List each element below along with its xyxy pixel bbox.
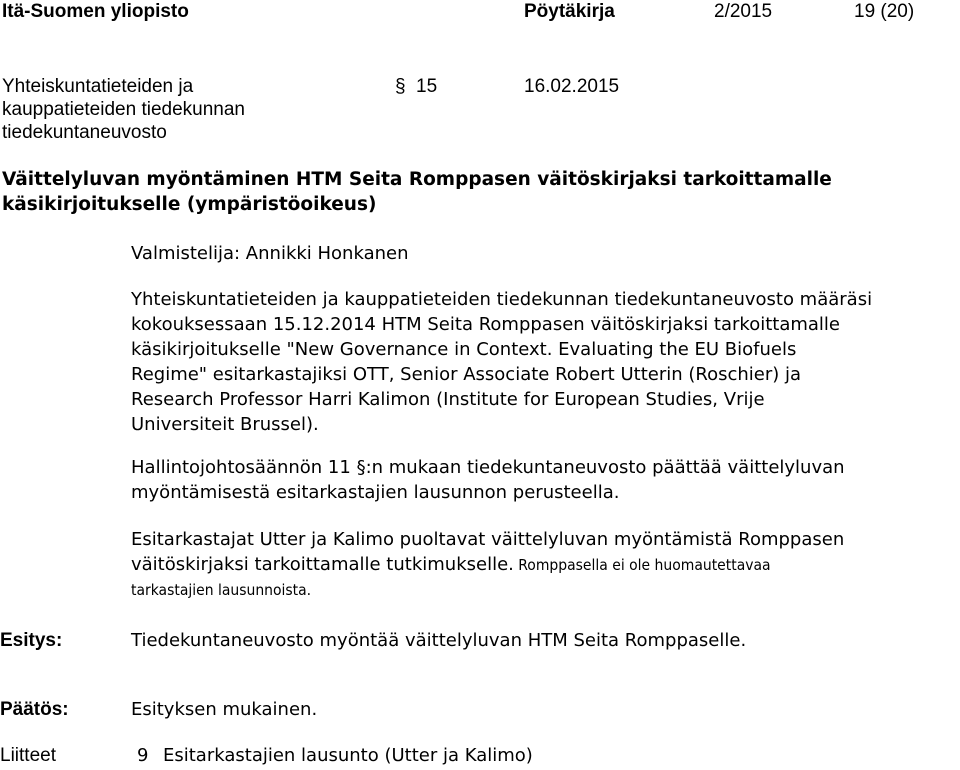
proposal-label: Esitys: xyxy=(0,630,63,651)
preparer: Valmistelija: Annikki Honkanen xyxy=(131,243,409,264)
organ-line: tiedekuntaneuvosto xyxy=(2,122,167,143)
text-line: käsikirjoitukselle "New Governance in Context. Evaluating the EU Biofuels xyxy=(131,339,797,360)
text-line: tarkastajien lausunnoista. xyxy=(131,581,312,599)
organ-line: Yhteiskuntatieteiden ja xyxy=(2,76,194,97)
proposal-text: Tiedekuntaneuvosto myöntää väittelyluvan HTM Seita Romppaselle. xyxy=(131,630,747,651)
meeting-date: 16.02.2015 xyxy=(524,76,620,97)
text-line: Hallintojohtosäännön 11 §:n mukaan tiedekuntaneuvosto päättää väittelyluvan xyxy=(131,457,845,478)
section-number: 15 xyxy=(416,76,438,97)
text-line: Yhteiskuntatieteiden ja kauppatieteiden tiedekunnan tiedekuntaneuvosto määräsi xyxy=(131,289,873,310)
organ-line: kauppatieteiden tiedekunnan xyxy=(2,99,245,120)
paragraph-regulation xyxy=(131,455,845,505)
text-line xyxy=(131,552,844,578)
section-symbol: § xyxy=(395,76,406,97)
subject-line: käsikirjoitukselle (ympäristöoikeus) xyxy=(2,194,377,215)
text-small: Romppasella ei ole huomautettavaa xyxy=(513,556,771,574)
university-name: Itä-Suomen yliopisto xyxy=(2,1,189,22)
text-line: myöntämisestä esitarkastajien lausunnon perusteella. xyxy=(131,482,620,503)
decision-label: Päätös: xyxy=(0,699,69,720)
document-number: 2/2015 xyxy=(714,1,773,22)
text-main: väitöskirjaksi tarkoittamalle tutkimukselle. xyxy=(131,554,514,575)
subject-line: Väittelyluvan myöntäminen HTM Seita Romppasen väitöskirjaksi tarkoittamalle xyxy=(2,169,832,190)
paragraph-appointment xyxy=(131,287,872,437)
text-line: Esitarkastajat Utter ja Kalimo puoltavat väittelyluvan myöntämistä Romppasen xyxy=(131,529,845,550)
text-line: Universiteit Brussel). xyxy=(131,414,319,435)
paragraph-reviewers xyxy=(131,527,844,603)
attachments-label: Liitteet xyxy=(0,745,56,766)
decision-text: Esityksen mukainen. xyxy=(131,699,318,720)
attachment-number: 9 xyxy=(137,745,149,766)
text-line: Research Professor Harri Kalimon (Institute for European Studies, Vrije xyxy=(131,389,765,410)
page-number: 19 (20) xyxy=(854,1,915,22)
subject-title xyxy=(2,167,832,217)
document-type: Pöytäkirja xyxy=(524,1,615,22)
attachment-title: Esitarkastajien lausunto (Utter ja Kalimo) xyxy=(163,745,533,766)
organ-name xyxy=(2,75,245,144)
text-line: kokouksessaan 15.12.2014 HTM Seita Romppasen väitöskirjaksi tarkoittamalle xyxy=(131,314,840,335)
text-line: Regime" esitarkastajiksi OTT, Senior Associate Robert Utterin (Roschier) ja xyxy=(131,364,802,385)
